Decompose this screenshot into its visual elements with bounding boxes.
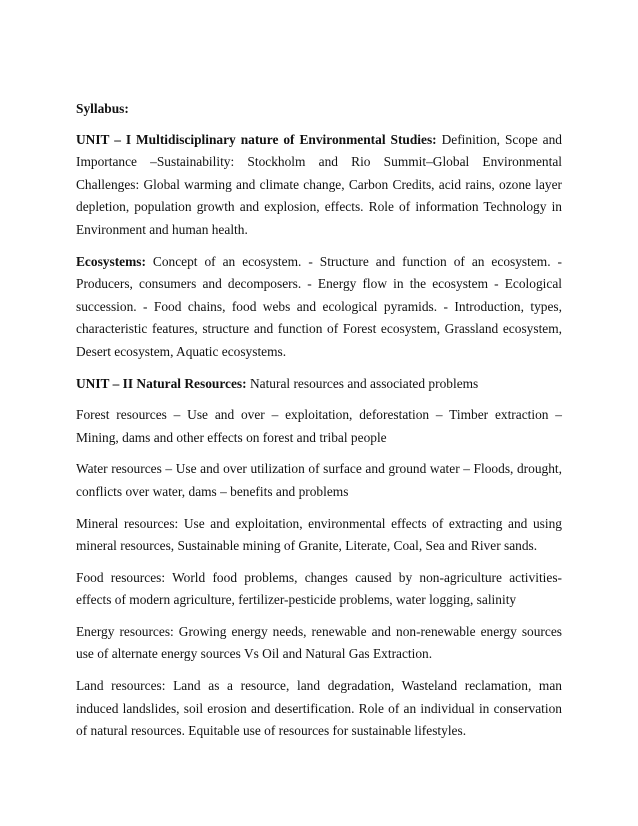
paragraph-text: Concept of an ecosystem. - Structure and function of an ecosystem. - Producers, consumers and decomposers. - Energy flow in the ecosystem - Ecological succession. - Food chains, food webs and ecological pyramids. - Introduction, types, characteristic features, structure and function of Forest ecosystem, Grassland ecosystem, Desert ecosystem, Aquatic ecosystems. [76, 253, 562, 359]
paragraph-text: Natural resources and associated problems [246, 375, 479, 391]
paragraph-bold-lead: UNIT – II Natural Resources: [76, 375, 247, 391]
paragraph-energy-resources [76, 621, 562, 666]
paragraph-land-resources [76, 675, 562, 743]
paragraph-text: Land resources: Land as a resource, land degradation, Wasteland reclamation, man induced landslides, soil erosion and desertification. Role of an individual in conservation of natural resources. Equitable use of resources for sustainable lifestyles. [76, 678, 562, 739]
paragraph-mineral-resources [76, 513, 562, 558]
syllabus-heading: Syllabus: [76, 101, 129, 116]
paragraph-forest-resources [76, 404, 562, 449]
paragraph-text: Forest resources – Use and over – exploitation, deforestation – Timber extraction – Mining, dams and other effects on forest and tribal people [76, 407, 562, 445]
paragraph-ecosystems [76, 251, 562, 364]
paragraph-unit-1 [76, 129, 562, 242]
paragraph-bold-lead: UNIT – I Multidisciplinary nature of Environmental Studies: [76, 131, 437, 147]
document-page [76, 98, 562, 752]
paragraph-text: Definition, Scope and Importance –Sustainability: Stockholm and Rio Summit–Global Environmental Challenges: Global warming and climate change, Carbon Credits, acid rains, ozone layer depletion, population growth and explosion, effects. Role of information Technology in Environment and human health. [76, 131, 562, 237]
paragraph-bold-lead: Ecosystems: [76, 253, 146, 269]
paragraph-text: Water resources – Use and over utilization of surface and ground water – Floods, drought, conflicts over water, dams – benefits and problems [76, 461, 562, 499]
paragraph-water-resources [76, 458, 562, 503]
paragraph-text: Energy resources: Growing energy needs, renewable and non-renewable energy sources use of alternate energy sources Vs Oil and Natural Gas Extraction. [76, 623, 562, 662]
paragraph-text: Food resources: World food problems, changes caused by non-agriculture activities-effects of modern agriculture, fertilizer-pesticide problems, water logging, salinity [76, 569, 562, 608]
paragraph-unit-2 [76, 373, 562, 396]
paragraph-text: Mineral resources: Use and exploitation, environmental effects of extracting and using mineral resources, Sustainable mining of Granite, Literate, Coal, Sea and River sands. [76, 515, 562, 554]
paragraph-food-resources [76, 567, 562, 612]
